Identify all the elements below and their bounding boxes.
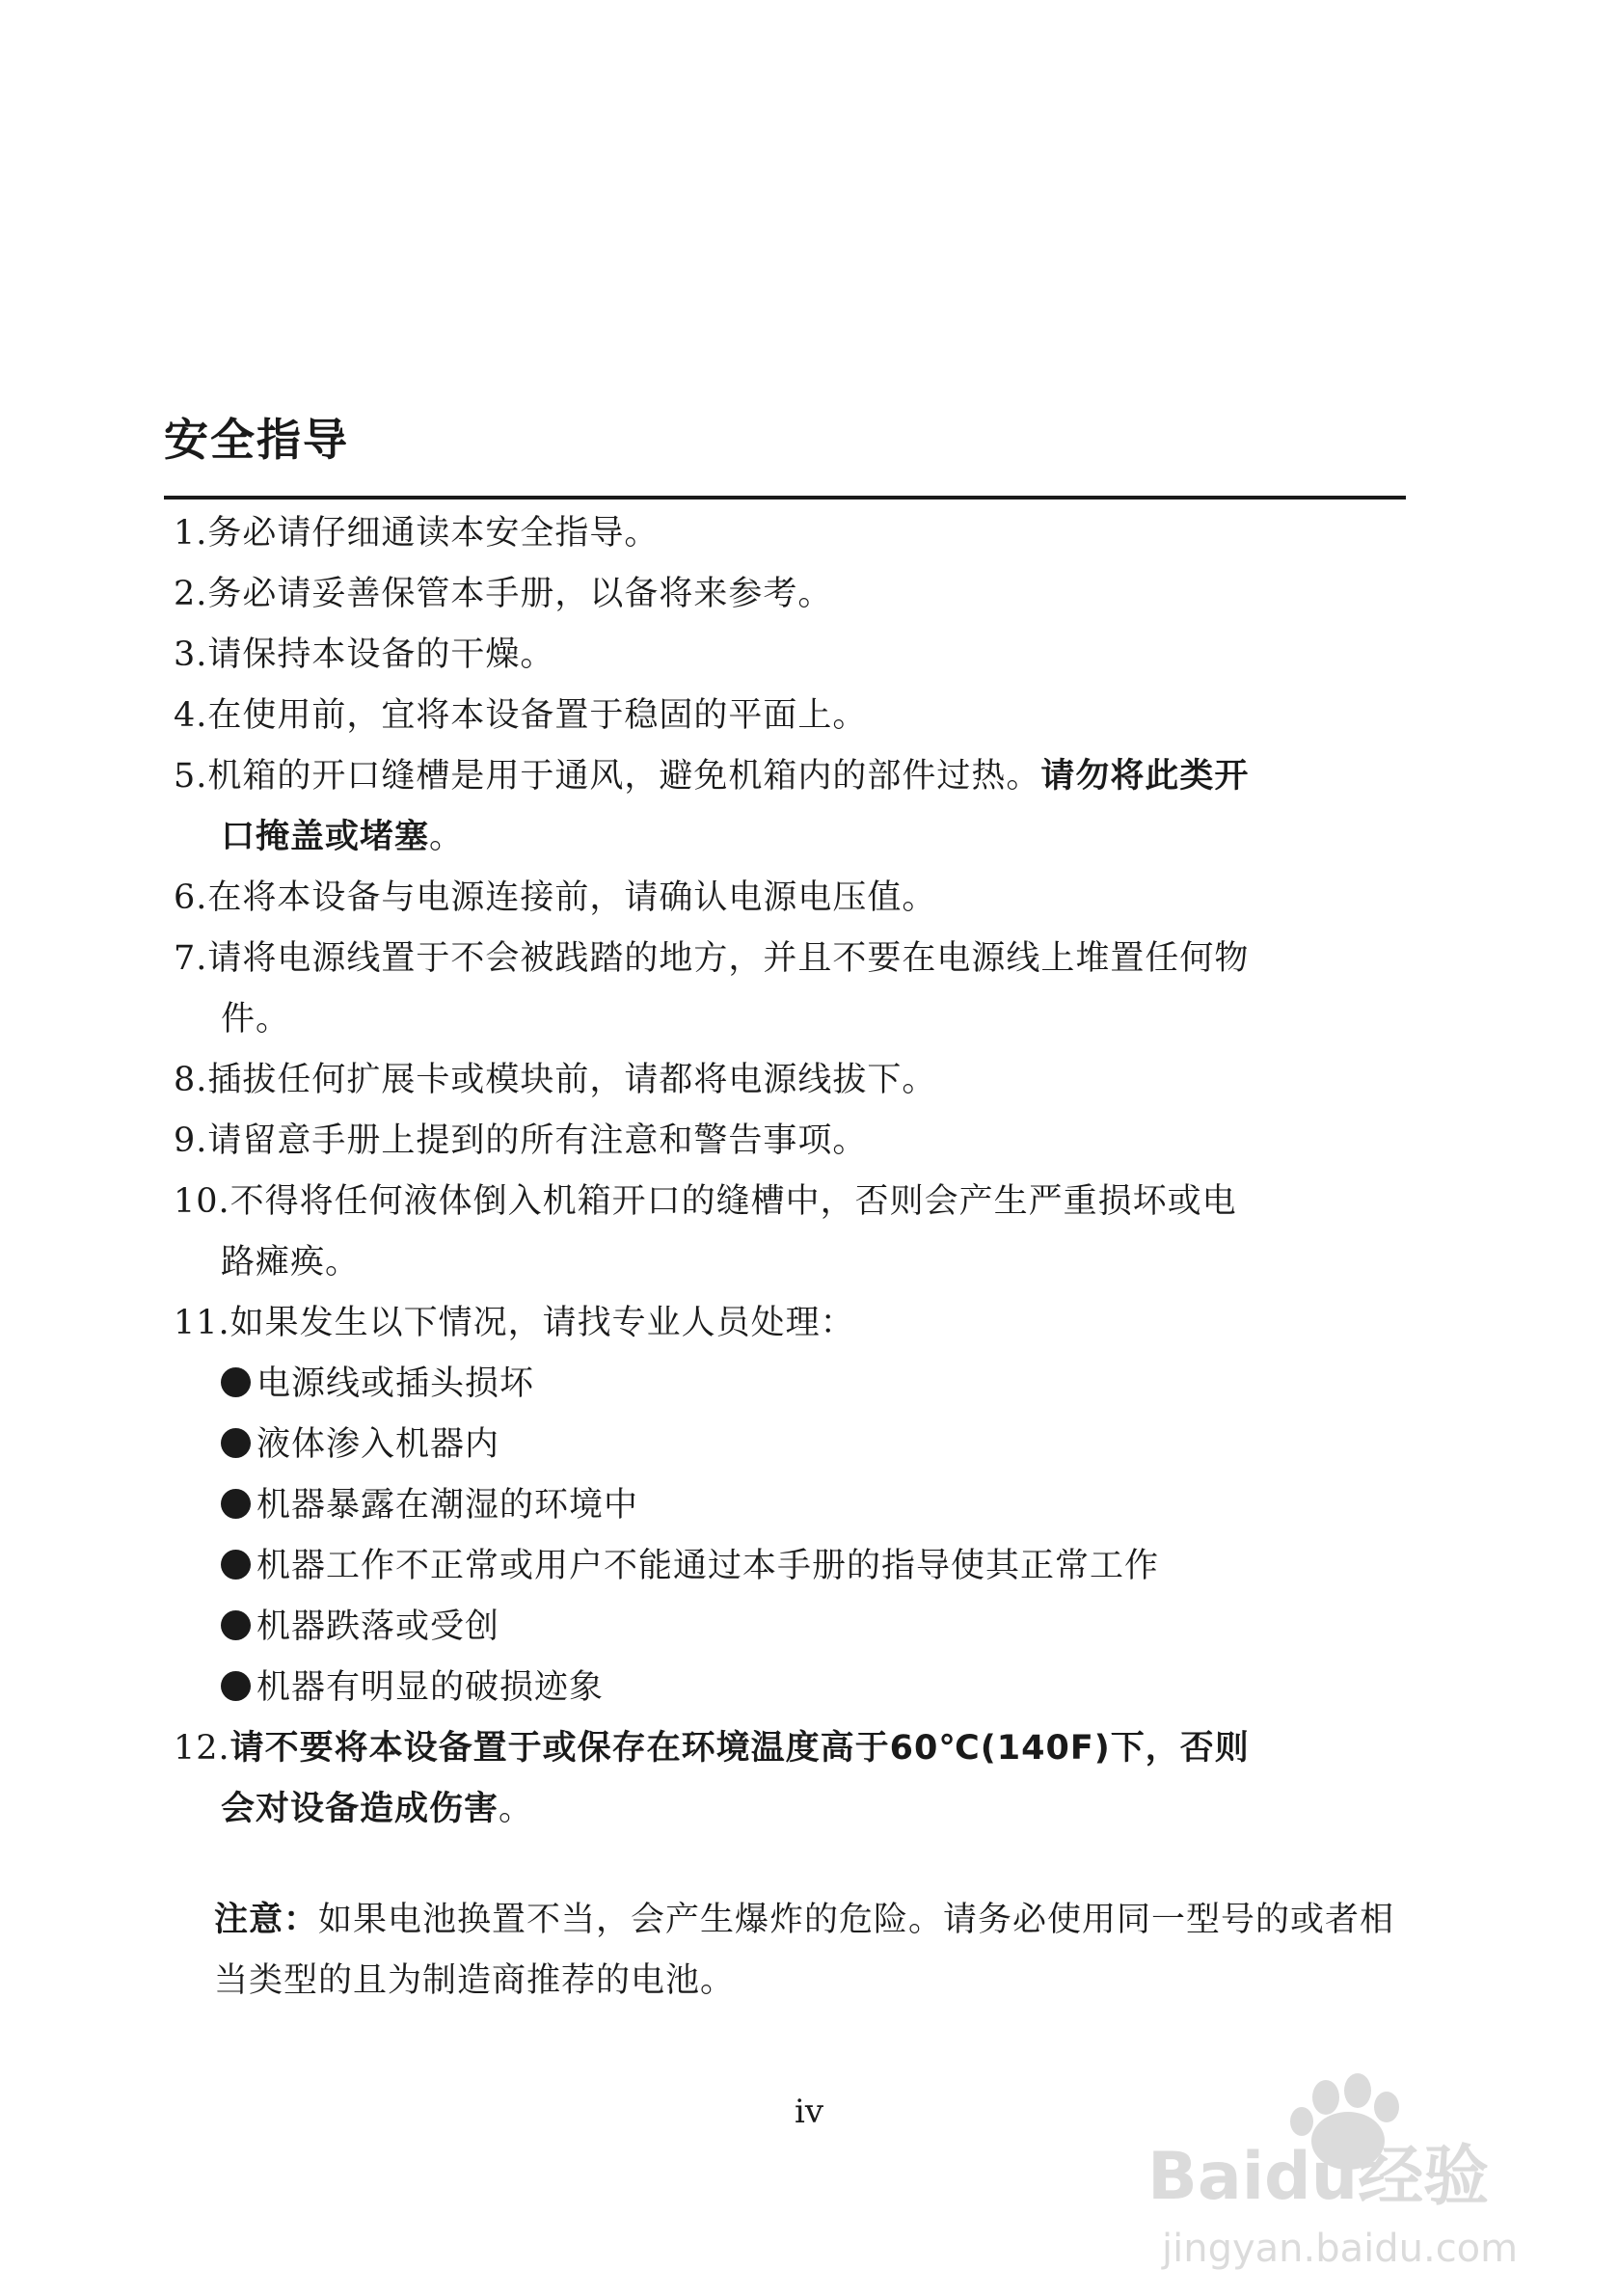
list-item-3: 3.请保持本设备的干燥。 <box>174 635 555 674</box>
page-number: iv <box>794 2093 824 2131</box>
title-rule <box>164 496 1406 500</box>
bullet-item: 机器有明显的破损迹象 <box>174 1658 1413 1718</box>
bullet-icon <box>221 1489 251 1519</box>
bullet-icon <box>221 1367 251 1397</box>
list-item-10: 10.不得将任何液体倒入机箱开口的缝槽中，否则会产生严重损坏或电 <box>174 1182 1237 1221</box>
bullet-item: 机器暴露在潮湿的环境中 <box>174 1475 1413 1536</box>
bullet-item: 电源线或插头损坏 <box>174 1354 1413 1415</box>
bullet-item: 机器跌落或受创 <box>174 1597 1413 1658</box>
list-item-1: 1.务必请仔细通读本安全指导。 <box>174 514 660 553</box>
bullet-item: 机器工作不正常或用户不能通过本手册的指导使其正常工作 <box>174 1536 1413 1597</box>
battery-note: 注意：如果电池换置不当，会产生爆炸的危险。请务必使用同一型号的或者相当类型的且为制造商推荐的电池。 <box>214 1901 1395 2000</box>
watermark-url: jingyan.baidu.com <box>1162 2227 1519 2271</box>
watermark-logo: Baidu经验 <box>1147 2139 1490 2215</box>
list-item-5: 5.机箱的开口缝槽是用于通风，避免机箱内的部件过热。请勿将此类开 <box>174 757 1250 796</box>
bullet-icon <box>221 1428 251 1458</box>
bullet-icon <box>221 1550 251 1580</box>
list-item-12: 12.请不要将本设备置于或保存在环境温度高于60℃(140F)下，否则 <box>174 1729 1250 1768</box>
list-item-7-continued: 件。 <box>221 1000 291 1039</box>
baidu-jingyan-watermark <box>1128 2054 1533 2285</box>
list-item-5-continued: 口掩盖或堵塞。 <box>221 818 465 856</box>
list-item-6: 6.在将本设备与电源连接前，请确认电源电压值。 <box>174 878 937 917</box>
list-item-11: 11.如果发生以下情况，请找专业人员处理： <box>174 1304 855 1342</box>
bullet-icon <box>221 1671 251 1701</box>
list-item-2: 2.务必请妥善保管本手册，以备将来参考。 <box>174 575 833 613</box>
list-item-9: 9.请留意手册上提到的所有注意和警告事项。 <box>174 1121 868 1160</box>
list-item-12-continued: 会对设备造成伤害。 <box>221 1790 534 1828</box>
list-item-7: 7.请将电源线置于不会被践踏的地方，并且不要在电源线上堆置任何物 <box>174 939 1250 978</box>
bullet-icon <box>221 1610 251 1640</box>
list-item-10-continued: 路瘫痪。 <box>221 1243 361 1282</box>
list-item-4: 4.在使用前，宜将本设备置于稳固的平面上。 <box>174 696 868 735</box>
bullet-item: 液体渗入机器内 <box>174 1415 1413 1475</box>
list-item-8: 8.插拔任何扩展卡或模块前，请都将电源线拔下。 <box>174 1061 937 1099</box>
page-title: 安全指导 <box>164 414 349 466</box>
safety-list <box>174 503 1413 1840</box>
